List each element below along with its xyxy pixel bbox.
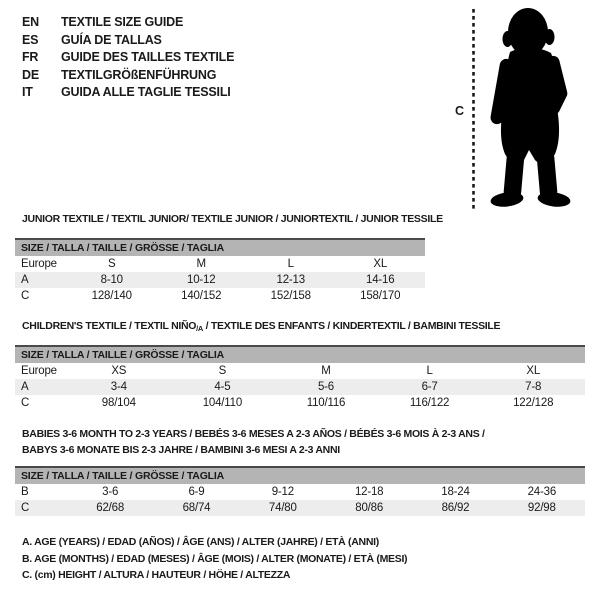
size-value: 5-6 (274, 379, 378, 395)
toddler-silhouette-icon (444, 2, 596, 214)
size-value: M (196, 258, 206, 270)
babies-title-line2: BABYS 3-6 MONATE BIS 2-3 JAHRE / BAMBINI 3-6 MESI A 2-3 ANNI (22, 444, 340, 456)
size-value: M (321, 365, 331, 377)
children-size-table (15, 345, 585, 411)
language-code: ES (22, 32, 39, 47)
language-code: EN (22, 15, 39, 29)
size-bar-label: SIZE / TALLA / TAILLE / GRÖSSE / TAGLIA (15, 467, 585, 484)
language-code: DE (22, 67, 39, 82)
junior-section-title: JUNIOR TEXTILE / TEXTIL JUNIOR/ TEXTILE JUNIOR / JUNIORTEXTIL / JUNIOR TESSILE (22, 213, 443, 225)
babies-section-title (22, 426, 485, 458)
children-title-post: / TEXTILE DES ENFANTS / KINDERTEXTIL / BAMBINI TESSILE (203, 320, 501, 332)
table-row (15, 500, 585, 516)
size-bar-row (15, 239, 425, 256)
size-value: 24-36 (527, 486, 557, 498)
row-label: C (21, 290, 30, 302)
babies-size-table (15, 466, 585, 516)
language-title: TEXTILGRÖßENFÜHRUNG (61, 67, 217, 82)
size-value: 152/158 (270, 290, 311, 302)
size-value: 98/104 (101, 397, 136, 409)
size-value: 74/80 (240, 500, 326, 516)
table-row (15, 379, 585, 395)
row-label: A (15, 272, 67, 288)
language-header (22, 14, 234, 102)
children-title-pre: CHILDREN'S TEXTILE / TEXTIL NIÑO (22, 320, 197, 332)
size-value: 104/110 (202, 397, 243, 409)
footnotes (22, 534, 407, 584)
size-value: 68/74 (153, 500, 239, 516)
size-value: 92/98 (499, 500, 585, 516)
size-value: 10-12 (157, 272, 247, 288)
size-value: 110/116 (306, 397, 346, 409)
footnote-c: C. (cm) HEIGHT / ALTURA / HAUTEUR / HÖHE / ALTEZZA (22, 569, 291, 581)
size-value: XL (373, 258, 388, 270)
size-value: L (287, 258, 294, 270)
babies-title-line1: BABIES 3-6 MONTH TO 2-3 YEARS / BEBÉS 3-6 MESES A 2-3 AÑOS / BÉBÉS 3-6 MOIS À 2-3 ANS / (22, 428, 485, 440)
children-section-title (22, 320, 500, 332)
size-bar-row (15, 346, 585, 363)
language-code: IT (22, 85, 33, 99)
language-title: TEXTILE SIZE GUIDE (61, 15, 184, 29)
language-row (22, 84, 234, 102)
size-value: 158/170 (360, 290, 401, 302)
height-line-label: C (455, 104, 465, 118)
language-title: GUIDE DES TAILLES TEXTILE (61, 50, 235, 64)
row-label: Europe (21, 258, 57, 270)
children-title-sub: /A (196, 324, 204, 333)
table-row (15, 272, 425, 288)
size-value: 7-8 (481, 379, 585, 395)
size-value: S (218, 365, 227, 377)
size-bar-label: SIZE / TALLA / TAILLE / GRÖSSE / TAGLIA (15, 346, 585, 363)
size-value: 128/140 (91, 290, 132, 302)
size-bar-row (15, 467, 585, 484)
size-value: 86/92 (412, 500, 498, 516)
size-value: S (108, 258, 116, 270)
size-value: 6-9 (188, 486, 205, 498)
table-row (15, 256, 425, 272)
language-title: GUÍA DE TALLAS (61, 32, 162, 47)
row-label: C (21, 397, 30, 409)
size-value: L (426, 365, 433, 377)
language-row (22, 14, 234, 32)
silhouette-shape (489, 8, 571, 208)
language-title: GUIDA ALLE TAGLIE TESSILI (61, 85, 231, 99)
junior-size-table (15, 238, 425, 304)
footnote-a: A. AGE (YEARS) / EDAD (AÑOS) / ÂGE (ANS) / ALTER (JAHRE) / ETÀ (ANNI) (22, 536, 379, 548)
table-row (15, 484, 585, 500)
size-value: 8-10 (67, 272, 157, 288)
table-row (15, 363, 585, 379)
size-value: 4-5 (171, 379, 275, 395)
row-label: B (21, 486, 29, 498)
size-value: 140/152 (181, 290, 222, 302)
size-value: 14-16 (336, 272, 426, 288)
table-row (15, 288, 425, 304)
size-value: 6-7 (378, 379, 482, 395)
size-value: 3-4 (67, 379, 171, 395)
size-value: 116/122 (409, 397, 450, 409)
size-bar-label: SIZE / TALLA / TAILLE / GRÖSSE / TAGLIA (15, 239, 425, 256)
size-value: 80/86 (326, 500, 412, 516)
height-measure-figure (444, 2, 596, 214)
size-value: 12-18 (354, 486, 384, 498)
language-row (22, 67, 234, 85)
row-label: A (15, 379, 67, 395)
language-row (22, 32, 234, 50)
language-row (22, 49, 234, 67)
language-code: FR (22, 50, 39, 64)
size-value: 9-12 (271, 486, 294, 498)
table-row (15, 395, 585, 411)
size-value: 3-6 (102, 486, 119, 498)
row-label: C (15, 500, 67, 516)
size-value: XL (526, 365, 541, 377)
size-value: 18-24 (441, 486, 470, 498)
row-label: Europe (21, 365, 57, 377)
size-value: 12-13 (246, 272, 336, 288)
size-value: 122/128 (513, 397, 554, 409)
footnote-b: B. AGE (MONTHS) / EDAD (MESES) / ÂGE (MOIS) / ALTER (MONATE) / ETÀ (MESI) (22, 552, 408, 565)
size-value: 62/68 (67, 500, 153, 516)
size-value: XS (111, 365, 127, 377)
